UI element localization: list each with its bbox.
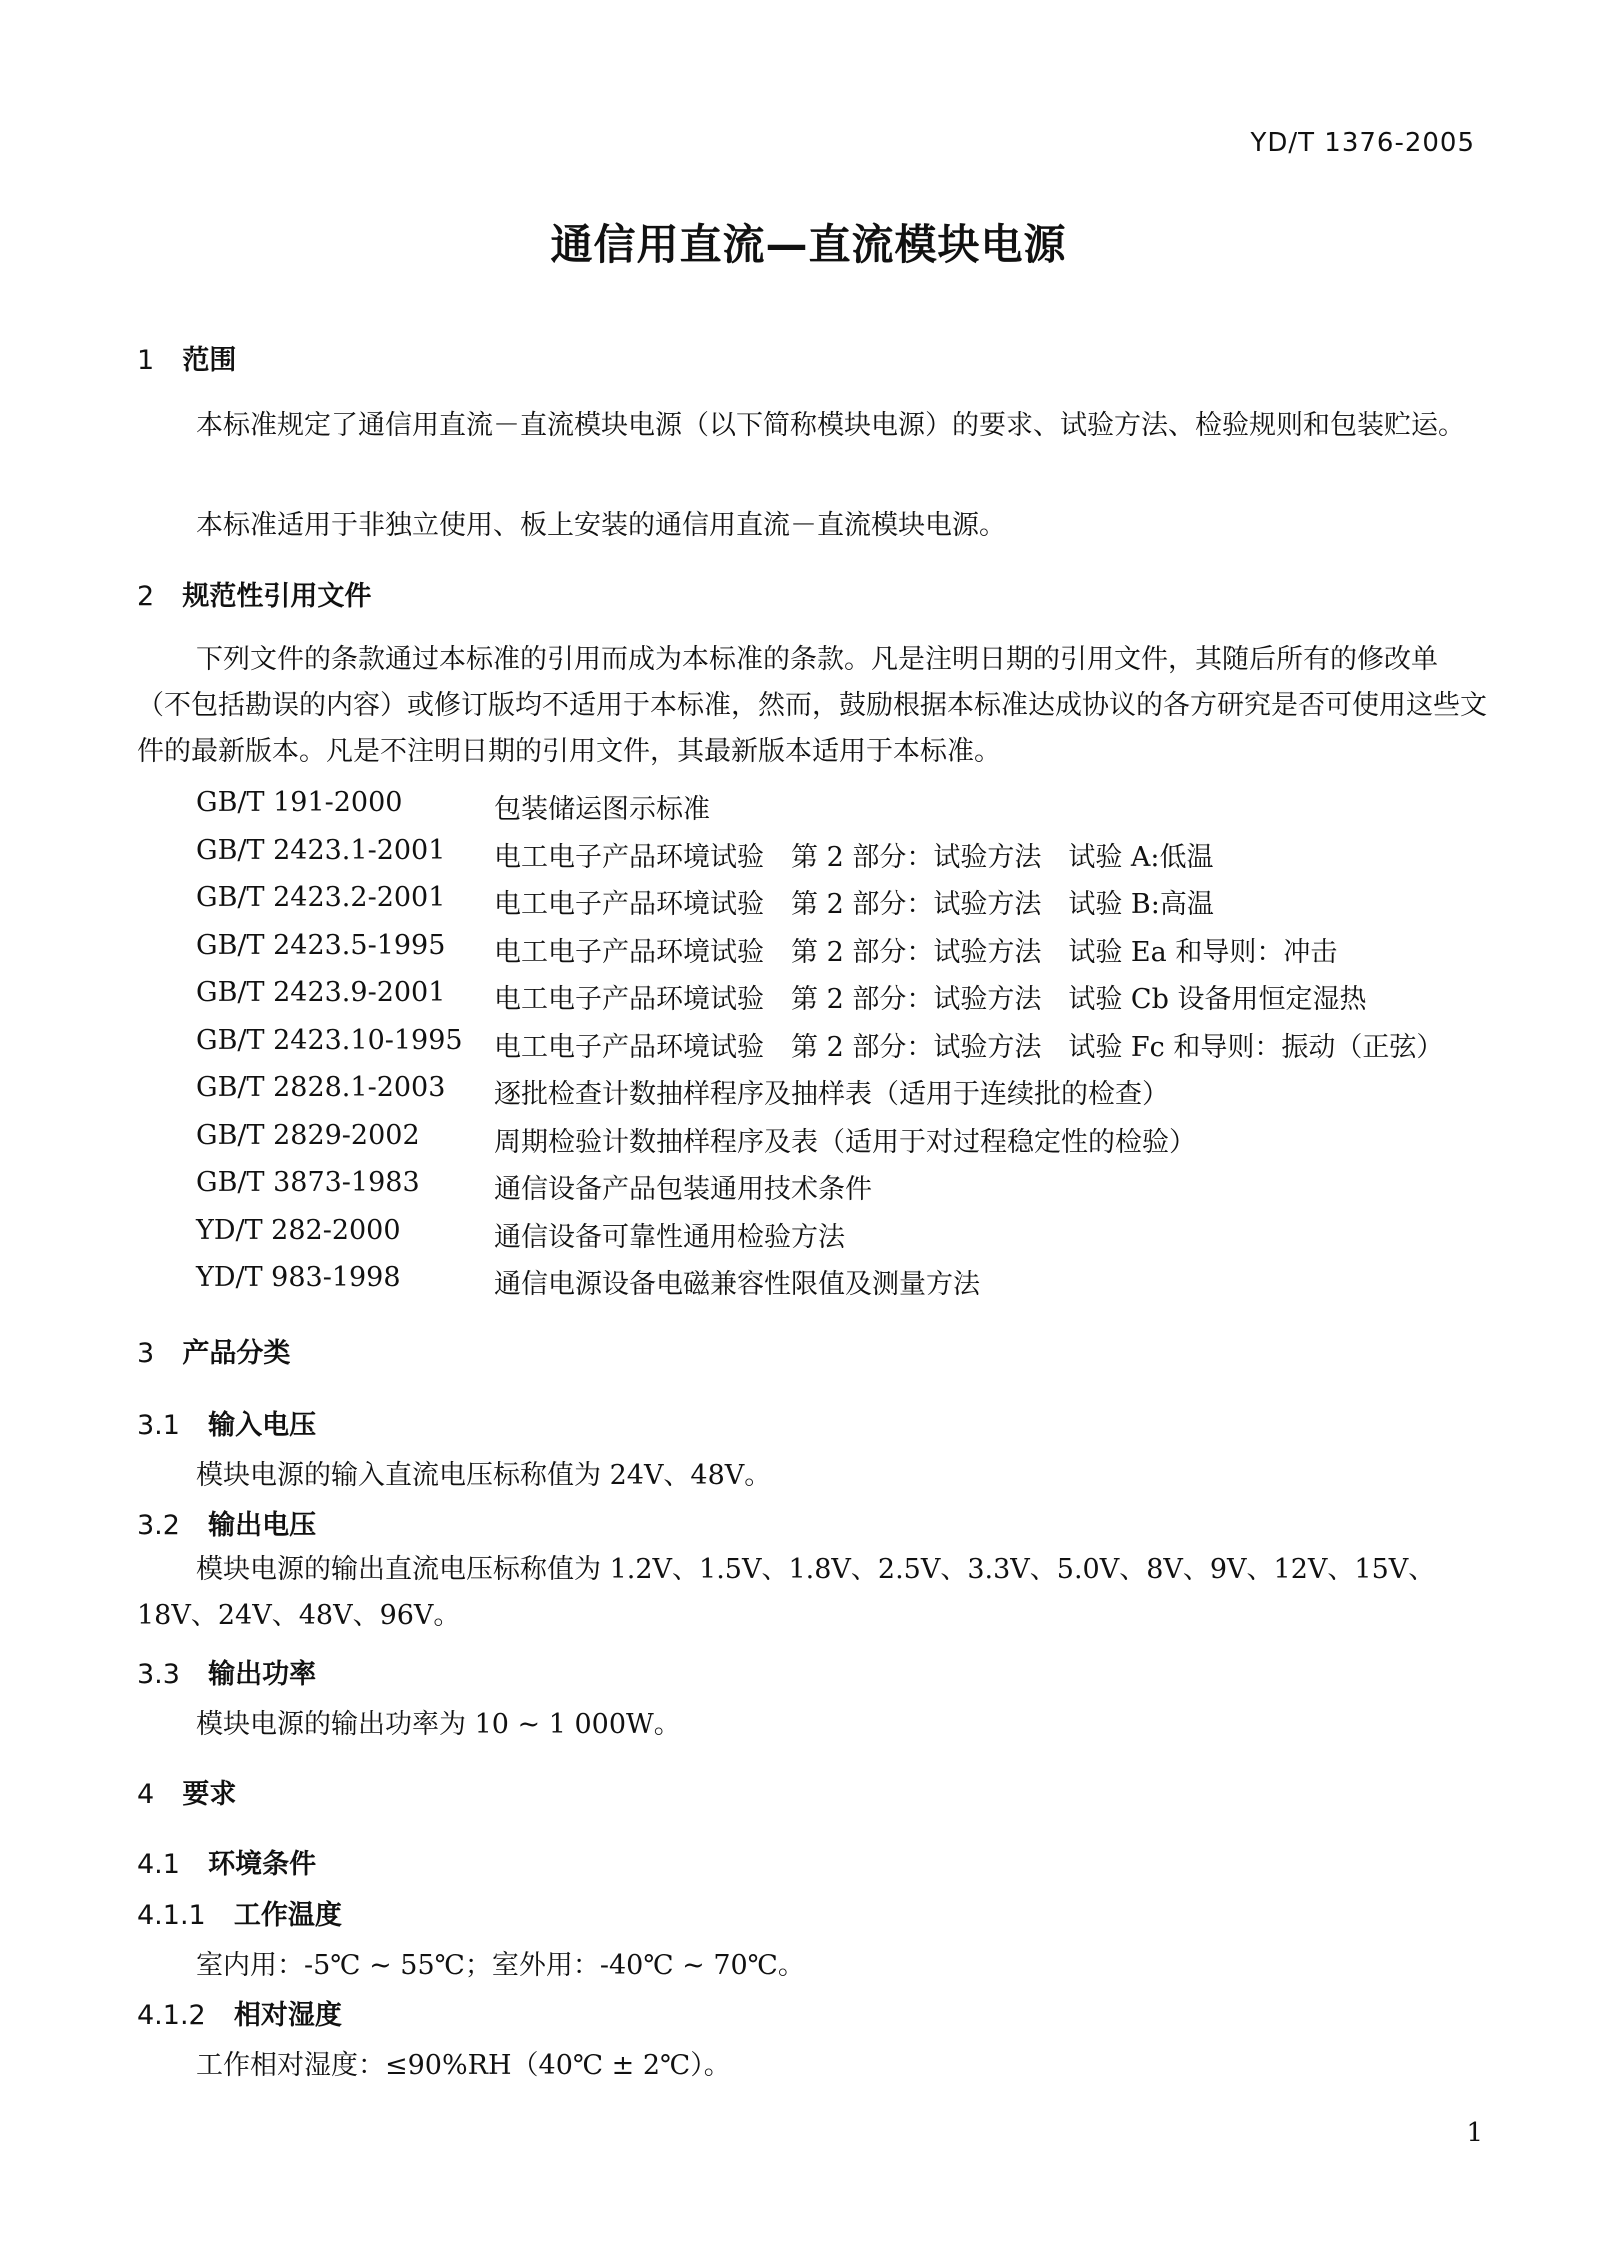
section-4-1-1-heading	[137, 1893, 342, 1932]
section-title: 输入电压	[208, 1410, 317, 1441]
reference-code: YD/T 983-1998	[196, 1262, 401, 1293]
reference-title: 电工电子产品环境试验 第 2 部分：试验方法 试验 Cb 设备用恒定湿热	[494, 984, 1367, 1015]
section-3-2-text: 模块电源的输出直流电压标称值为 1.2V、1.5V、1.8V、2.5V、3.3V、5.0V、8V、9V、12V、15V、18V、24V、48V、96V。	[137, 1554, 1436, 1631]
section-2-heading	[137, 574, 371, 613]
section-1-heading	[137, 338, 236, 377]
reference-title: 逐批检查计数抽样程序及抽样表（适用于连续批的检查）	[494, 1079, 1169, 1110]
section-4-1-heading	[137, 1842, 316, 1881]
reference-code: GB/T 2423.1-2001	[196, 834, 446, 866]
reference-title: 包装储运图示标准	[494, 794, 710, 825]
reference-title: 电工电子产品环境试验 第 2 部分：试验方法 试验 B:高温	[494, 889, 1214, 920]
section-number: 3.3	[137, 1659, 180, 1690]
section-title: 规范性引用文件	[182, 581, 372, 612]
reference-title: 电工电子产品环境试验 第 2 部分：试验方法 试验 A:低温	[494, 841, 1214, 873]
section-3-1-text: 模块电源的输入直流电压标称值为 24V、48V。	[196, 1460, 772, 1491]
page-number: 1	[1466, 2118, 1483, 2148]
section-title: 输出功率	[208, 1659, 317, 1690]
section-number: 4	[137, 1779, 155, 1810]
reference-code: GB/T 2423.9-2001	[196, 977, 446, 1008]
section-title: 输出电压	[208, 1510, 317, 1541]
section-3-1-heading	[137, 1403, 316, 1442]
section-4-1-2-heading	[137, 1993, 342, 2032]
section-title: 工作温度	[233, 1900, 342, 1931]
reference-code: GB/T 2423.5-1995	[196, 929, 446, 961]
section-1-paragraph-2: 本标准适用于非独立使用、板上安装的通信用直流－直流模块电源。	[196, 510, 1006, 541]
reference-code: GB/T 2828.1-2003	[196, 1072, 446, 1103]
section-1-paragraph-1: 本标准规定了通信用直流－直流模块电源（以下简称模块电源）的要求、试验方法、检验规则和包装贮运。	[196, 410, 1465, 441]
section-title: 产品分类	[182, 1338, 291, 1369]
section-3-heading	[137, 1331, 290, 1370]
reference-title: 通信设备产品包装通用技术条件	[494, 1174, 872, 1205]
section-title: 要求	[182, 1779, 237, 1810]
section-4-1-1-text: 室内用：-5℃ ~ 55℃；室外用：-40℃ ~ 70℃。	[196, 1950, 805, 1981]
reference-code: GB/T 191-2000	[196, 787, 403, 818]
section-title: 范围	[182, 345, 237, 376]
section-3-3-heading	[137, 1652, 316, 1691]
section-number: 1	[137, 345, 155, 376]
reference-code: GB/T 2829-2002	[196, 1119, 420, 1151]
reference-code: GB/T 2423.10-1995	[196, 1024, 463, 1056]
section-number: 3.2	[137, 1510, 180, 1541]
section-number: 2	[137, 581, 155, 612]
section-3-2-heading	[137, 1503, 316, 1542]
reference-code: GB/T 3873-1983	[196, 1167, 420, 1198]
reference-title: 周期检验计数抽样程序及表（适用于对过程稳定性的检验）	[494, 1126, 1196, 1158]
reference-title: 电工电子产品环境试验 第 2 部分：试验方法 试验 Ea 和导则：冲击	[494, 936, 1338, 968]
section-number: 4.1	[137, 1849, 180, 1880]
reference-title: 电工电子产品环境试验 第 2 部分：试验方法 试验 Fc 和导则：振动（正弦）	[494, 1031, 1444, 1063]
reference-code: GB/T 2423.2-2001	[196, 882, 446, 913]
section-4-heading	[137, 1772, 236, 1811]
section-4-1-2-text: 工作相对湿度：≤90%RH（40℃ ± 2℃）。	[196, 2050, 731, 2081]
section-3-3-text: 模块电源的输出功率为 10 ~ 1 000W。	[196, 1709, 681, 1740]
standard-code: YD/T 1376-2005	[1250, 128, 1475, 158]
reference-title: 通信电源设备电磁兼容性限值及测量方法	[494, 1269, 980, 1300]
section-number: 4.1.2	[137, 2000, 206, 2031]
section-number: 3	[137, 1338, 155, 1369]
reference-code: YD/T 282-2000	[196, 1214, 401, 1246]
section-number: 3.1	[137, 1410, 180, 1441]
document-title: 通信用直流—直流模块电源	[550, 220, 1067, 269]
section-title: 环境条件	[208, 1849, 317, 1880]
reference-title: 通信设备可靠性通用检验方法	[494, 1221, 845, 1253]
section-title: 相对湿度	[233, 2000, 342, 2031]
section-2-intro: 下列文件的条款通过本标准的引用而成为本标准的条款。凡是注明日期的引用文件，其随后所有的修改单（不包括勘误的内容）或修订版均不适用于本标准，然而，鼓励根据本标准达成协议的各方研究是否可使用这些文件的最新版本。凡是不注明日期的引用文件，其最新版本适用于本标准。	[137, 644, 1487, 767]
section-number: 4.1.1	[137, 1900, 206, 1931]
